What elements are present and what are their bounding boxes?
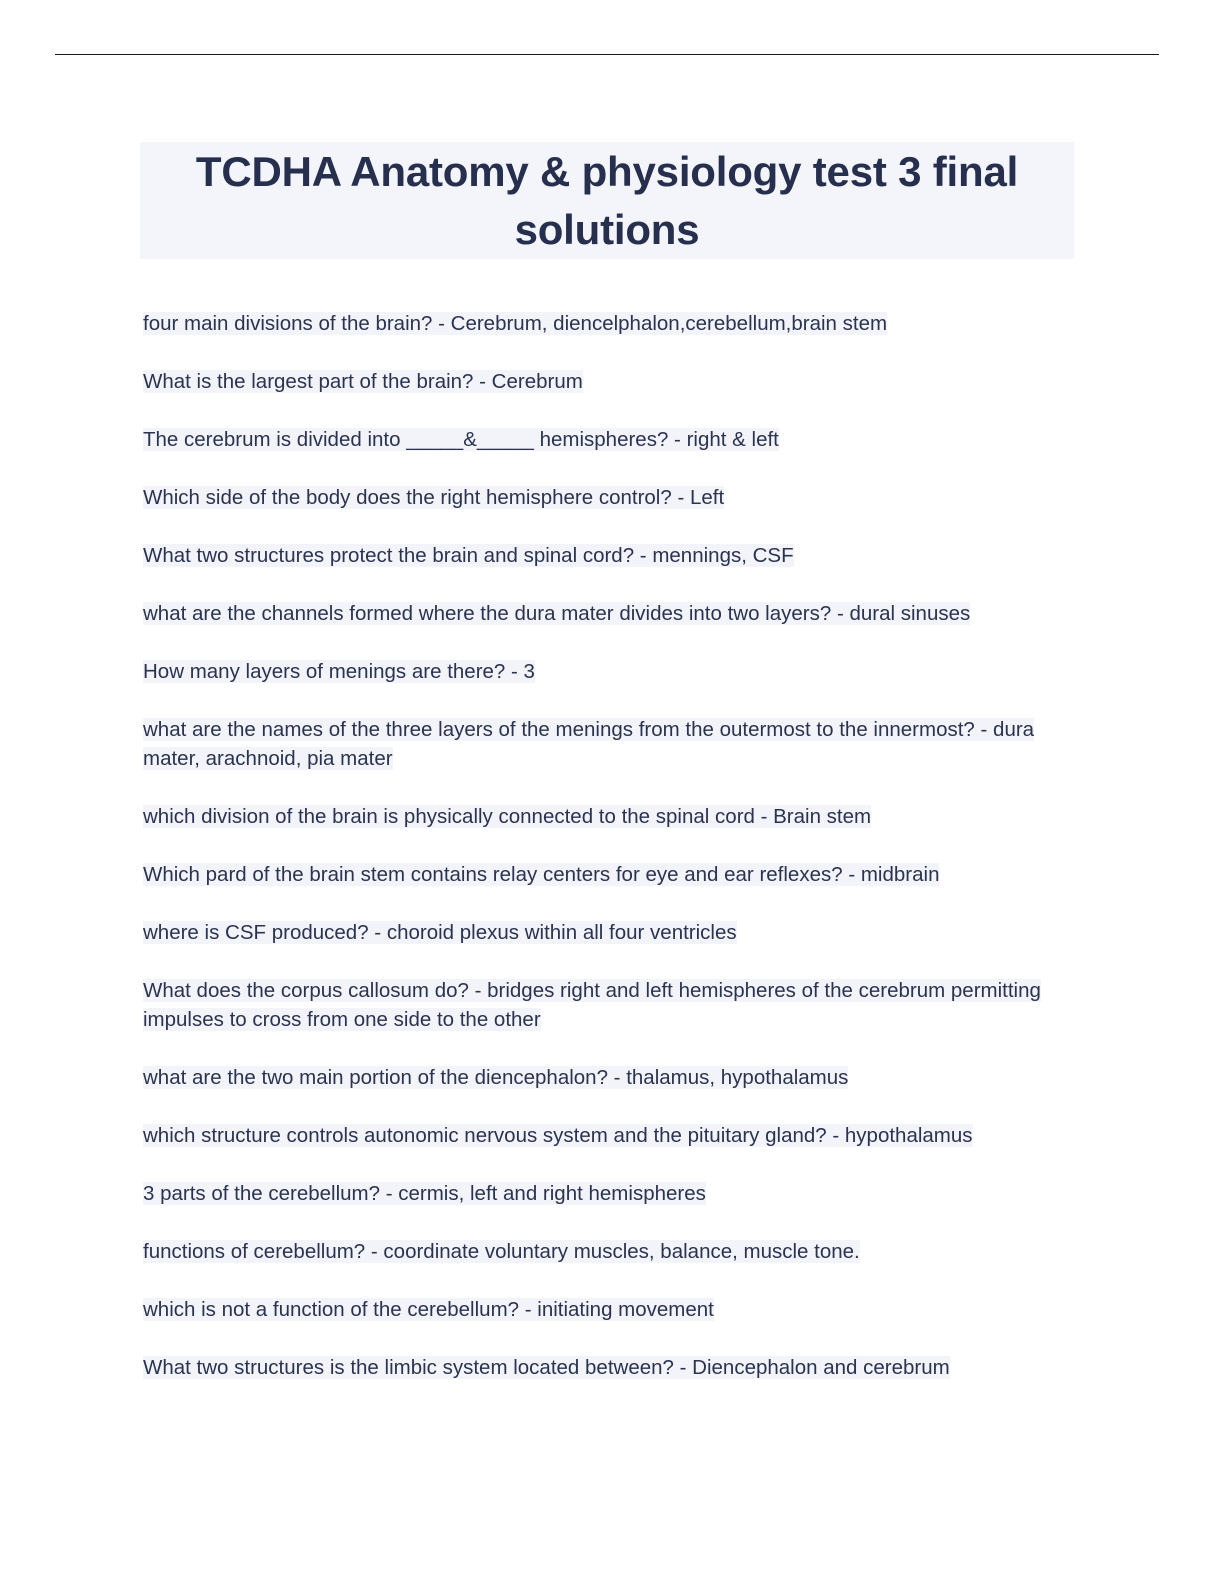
qa-text: which is not a function of the cerebellum? - initiating movement xyxy=(143,1298,714,1321)
qa-text: Which pard of the brain stem contains relay centers for eye and ear reflexes? - midbrain xyxy=(143,863,940,886)
qa-text: What does the corpus callosum do? - bridges right and left hemispheres of the cerebrum permitting impulses to cross from one side to the other xyxy=(143,979,1041,1031)
header-rule xyxy=(55,54,1159,55)
qa-item xyxy=(143,599,1073,628)
qa-text: What is the largest part of the brain? - Cerebrum xyxy=(143,370,583,393)
qa-item xyxy=(143,1353,1073,1382)
qa-text: functions of cerebellum? - coordinate voluntary muscles, balance, muscle tone. xyxy=(143,1240,860,1263)
qa-item xyxy=(143,1121,1073,1150)
qa-item xyxy=(143,541,1073,570)
qa-text: where is CSF produced? - choroid plexus within all four ventricles xyxy=(143,921,737,944)
qa-text: How many layers of menings are there? - 3 xyxy=(143,660,535,683)
qa-text: Which side of the body does the right hemisphere control? - Left xyxy=(143,486,725,509)
qa-text: what are the channels formed where the dura mater divides into two layers? - dural sinuses xyxy=(143,602,971,625)
qa-text: The cerebrum is divided into _____&_____ hemispheres? - right & left xyxy=(143,428,779,451)
qa-text: four main divisions of the brain? - Cerebrum, diencelphalon,cerebellum,brain stem xyxy=(143,312,888,335)
qa-list xyxy=(143,309,1073,1411)
qa-text: what are the names of the three layers of the menings from the outermost to the innermost? - dura mater, arachnoid, pia mater xyxy=(143,718,1035,770)
qa-text: which structure controls autonomic nervous system and the pituitary gland? - hypothalamus xyxy=(143,1124,973,1147)
qa-item xyxy=(143,483,1073,512)
qa-text: what are the two main portion of the diencephalon? - thalamus, hypothalamus xyxy=(143,1066,849,1089)
qa-item xyxy=(143,860,1073,889)
qa-item xyxy=(143,1063,1073,1092)
qa-item xyxy=(143,1179,1073,1208)
qa-item xyxy=(143,802,1073,831)
qa-text: which division of the brain is physically connected to the spinal cord - Brain stem xyxy=(143,805,872,828)
qa-text: What two structures protect the brain and spinal cord? - mennings, CSF xyxy=(143,544,794,567)
qa-item xyxy=(143,1237,1073,1266)
document-title: TCDHA Anatomy & physiology test 3 final solutions xyxy=(195,147,1019,253)
qa-text: 3 parts of the cerebellum? - cermis, left and right hemispheres xyxy=(143,1182,706,1205)
title-banner xyxy=(140,142,1074,259)
qa-item xyxy=(143,425,1073,454)
qa-item xyxy=(143,715,1073,773)
qa-text: What two structures is the limbic system located between? - Diencephalon and cerebrum xyxy=(143,1356,950,1379)
qa-item xyxy=(143,918,1073,947)
qa-item xyxy=(143,309,1073,338)
qa-item xyxy=(143,657,1073,686)
qa-item xyxy=(143,367,1073,396)
qa-item xyxy=(143,976,1073,1034)
qa-item xyxy=(143,1295,1073,1324)
